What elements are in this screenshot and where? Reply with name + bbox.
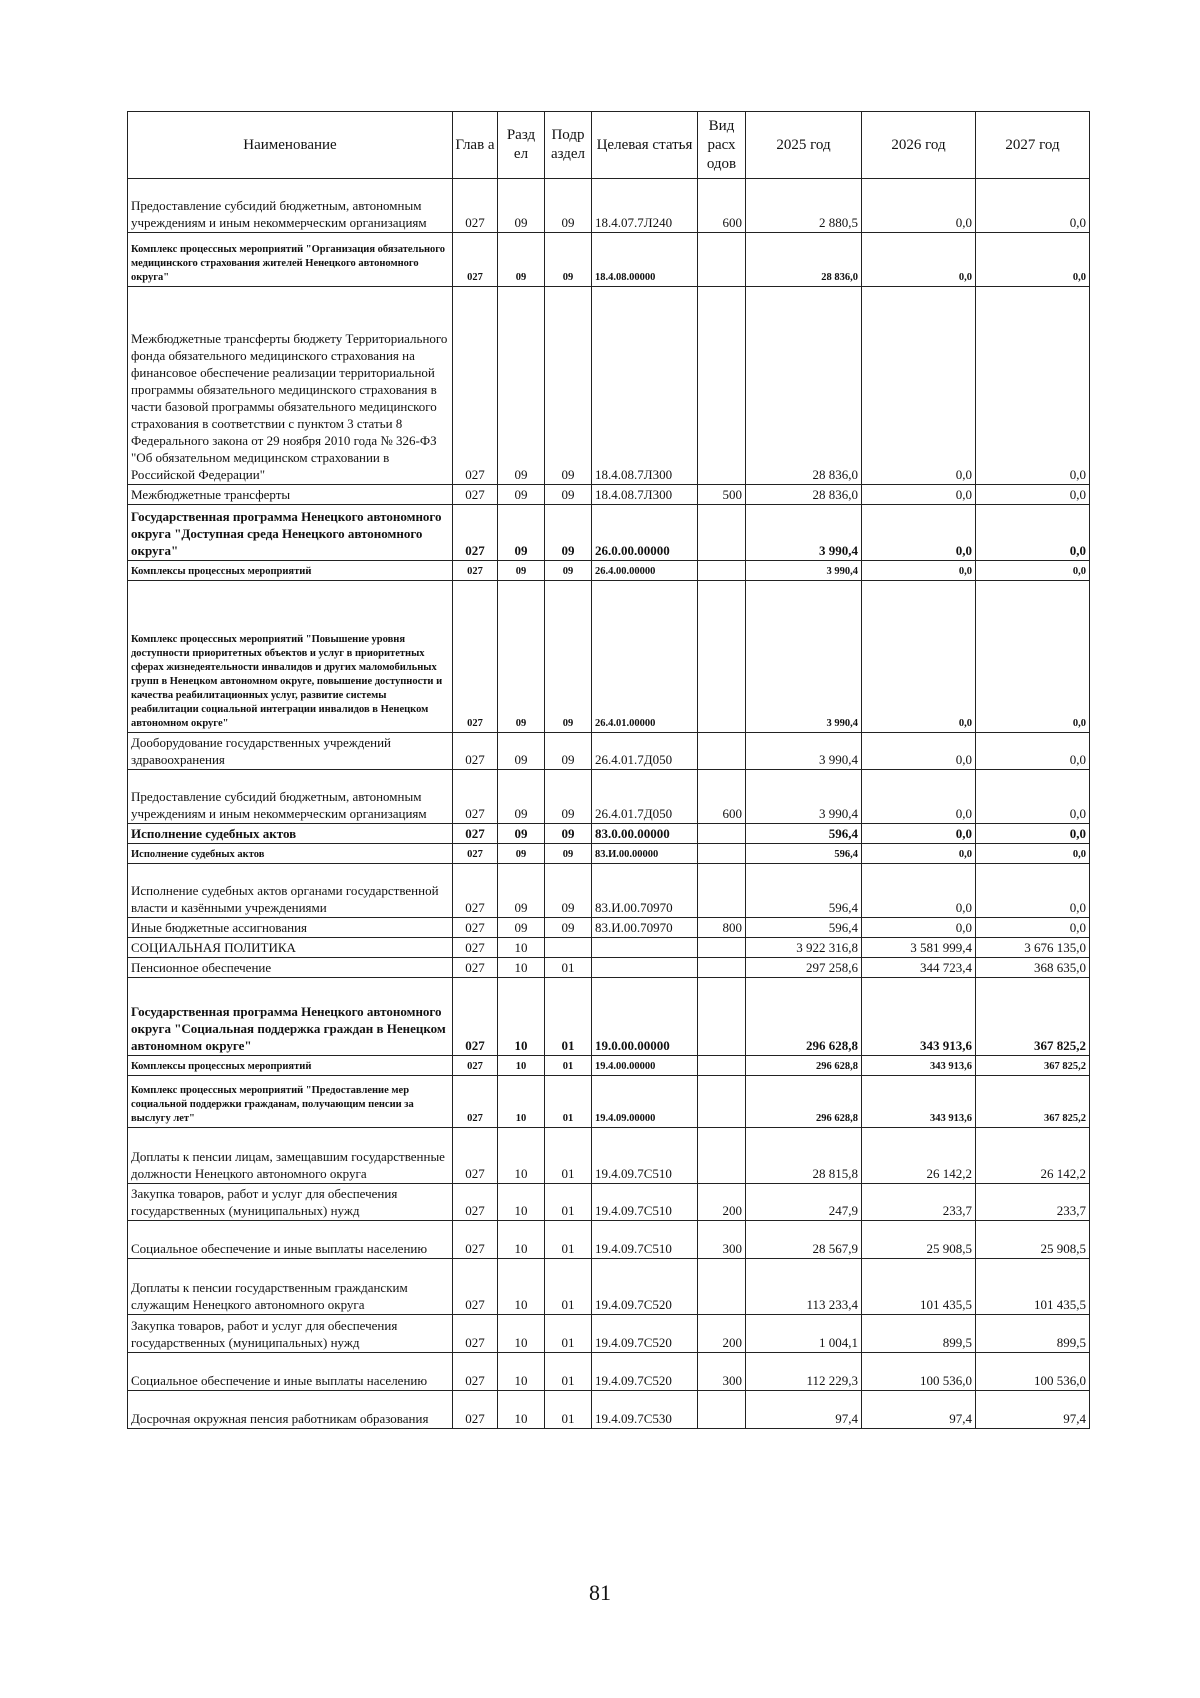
table-body xyxy=(128,179,1090,1429)
header-glava: Глав а xyxy=(453,112,498,179)
row-name: Досрочная окружная пенсия работникам образования xyxy=(128,1391,453,1429)
row-2027: 0,0 xyxy=(976,485,1090,505)
row-tselevaya: 19.4.09.7С520 xyxy=(592,1315,698,1353)
row-glava: 027 xyxy=(453,287,498,485)
row-vid xyxy=(698,958,746,978)
row-2025: 3 990,4 xyxy=(746,505,862,561)
row-2025: 3 922 316,8 xyxy=(746,938,862,958)
row-tselevaya: 83.0.00.00000 xyxy=(592,824,698,844)
row-razdel: 10 xyxy=(498,958,545,978)
row-vid xyxy=(698,864,746,918)
row-name: СОЦИАЛЬНАЯ ПОЛИТИКА xyxy=(128,938,453,958)
row-vid xyxy=(698,1391,746,1429)
row-glava: 027 xyxy=(453,561,498,581)
row-tselevaya: 19.4.09.7С510 xyxy=(592,1128,698,1184)
row-name: Закупка товаров, работ и услуг для обеспечения государственных (муниципальных) нужд xyxy=(128,1315,453,1353)
row-2025: 596,4 xyxy=(746,864,862,918)
row-2026: 0,0 xyxy=(862,581,976,733)
row-2027: 0,0 xyxy=(976,505,1090,561)
row-razdel: 09 xyxy=(498,287,545,485)
row-2025: 296 628,8 xyxy=(746,1056,862,1076)
row-2027: 0,0 xyxy=(976,844,1090,864)
row-2025: 296 628,8 xyxy=(746,978,862,1056)
row-tselevaya: 19.4.00.00000 xyxy=(592,1056,698,1076)
row-vid xyxy=(698,1076,746,1128)
row-vid: 500 xyxy=(698,485,746,505)
row-2027: 367 825,2 xyxy=(976,978,1090,1056)
row-name: Исполнение судебных актов органами государственной власти и казёнными учреждениями xyxy=(128,864,453,918)
row-podrazdel: 01 xyxy=(545,1315,592,1353)
row-tselevaya: 83.И.00.70970 xyxy=(592,918,698,938)
row-tselevaya: 19.4.09.00000 xyxy=(592,1076,698,1128)
row-2025: 247,9 xyxy=(746,1184,862,1221)
table-row xyxy=(128,485,1090,505)
row-podrazdel: 09 xyxy=(545,233,592,287)
row-glava: 027 xyxy=(453,1056,498,1076)
row-2025: 1 004,1 xyxy=(746,1315,862,1353)
budget-table xyxy=(127,111,1090,1429)
row-tselevaya: 18.4.07.7Л240 xyxy=(592,179,698,233)
row-name: Социальное обеспечение и иные выплаты населению xyxy=(128,1353,453,1391)
row-name: Исполнение судебных актов xyxy=(128,824,453,844)
row-name: Предоставление субсидий бюджетным, автономным учреждениям и иным некоммерческим организациям xyxy=(128,770,453,824)
row-glava: 027 xyxy=(453,581,498,733)
row-tselevaya: 26.4.00.00000 xyxy=(592,561,698,581)
row-2026: 0,0 xyxy=(862,844,976,864)
table-row xyxy=(128,733,1090,770)
row-2027: 0,0 xyxy=(976,561,1090,581)
table-row xyxy=(128,581,1090,733)
row-2026: 0,0 xyxy=(862,733,976,770)
row-razdel: 10 xyxy=(498,1221,545,1259)
row-razdel: 09 xyxy=(498,233,545,287)
table-row xyxy=(128,179,1090,233)
table-row xyxy=(128,233,1090,287)
header-tselevaya: Целевая статья xyxy=(592,112,698,179)
row-razdel: 10 xyxy=(498,938,545,958)
row-2027: 100 536,0 xyxy=(976,1353,1090,1391)
row-podrazdel: 01 xyxy=(545,1259,592,1315)
row-name: Государственная программа Ненецкого автономного округа "Доступная среда Ненецкого автономного округа" xyxy=(128,505,453,561)
row-razdel: 10 xyxy=(498,1353,545,1391)
row-tselevaya: 19.4.09.7С520 xyxy=(592,1353,698,1391)
row-tselevaya: 26.4.01.00000 xyxy=(592,581,698,733)
row-razdel: 10 xyxy=(498,978,545,1056)
row-tselevaya: 26.0.00.00000 xyxy=(592,505,698,561)
row-glava: 027 xyxy=(453,1259,498,1315)
row-vid: 600 xyxy=(698,179,746,233)
row-vid xyxy=(698,844,746,864)
row-podrazdel: 01 xyxy=(545,1128,592,1184)
row-2025: 28 836,0 xyxy=(746,233,862,287)
row-2027: 0,0 xyxy=(976,918,1090,938)
row-podrazdel xyxy=(545,938,592,958)
row-2026: 343 913,6 xyxy=(862,1056,976,1076)
header-razdel: Разд ел xyxy=(498,112,545,179)
header-podrazdel: Подр аздел xyxy=(545,112,592,179)
row-glava: 027 xyxy=(453,1315,498,1353)
row-razdel: 09 xyxy=(498,733,545,770)
row-razdel: 09 xyxy=(498,561,545,581)
table-header-row xyxy=(128,112,1090,179)
table-row xyxy=(128,958,1090,978)
row-2027: 0,0 xyxy=(976,581,1090,733)
row-razdel: 09 xyxy=(498,505,545,561)
row-2025: 297 258,6 xyxy=(746,958,862,978)
row-vid xyxy=(698,978,746,1056)
row-2025: 3 990,4 xyxy=(746,770,862,824)
row-2025: 113 233,4 xyxy=(746,1259,862,1315)
row-2026: 0,0 xyxy=(862,561,976,581)
row-vid xyxy=(698,733,746,770)
row-vid xyxy=(698,581,746,733)
row-podrazdel: 01 xyxy=(545,978,592,1056)
row-2025: 28 815,8 xyxy=(746,1128,862,1184)
row-2027: 367 825,2 xyxy=(976,1056,1090,1076)
row-2027: 0,0 xyxy=(976,179,1090,233)
table-row xyxy=(128,1221,1090,1259)
table-row xyxy=(128,770,1090,824)
row-2026: 344 723,4 xyxy=(862,958,976,978)
row-2027: 899,5 xyxy=(976,1315,1090,1353)
row-razdel: 09 xyxy=(498,485,545,505)
row-2025: 28 836,0 xyxy=(746,485,862,505)
row-podrazdel: 01 xyxy=(545,1056,592,1076)
row-tselevaya: 19.4.09.7С510 xyxy=(592,1221,698,1259)
row-razdel: 09 xyxy=(498,864,545,918)
row-glava: 027 xyxy=(453,938,498,958)
row-podrazdel: 09 xyxy=(545,918,592,938)
row-razdel: 09 xyxy=(498,179,545,233)
row-2026: 233,7 xyxy=(862,1184,976,1221)
row-2026: 3 581 999,4 xyxy=(862,938,976,958)
row-podrazdel: 09 xyxy=(545,287,592,485)
row-tselevaya: 26.4.01.7Д050 xyxy=(592,770,698,824)
row-tselevaya: 26.4.01.7Д050 xyxy=(592,733,698,770)
row-2026: 0,0 xyxy=(862,287,976,485)
row-name: Закупка товаров, работ и услуг для обеспечения государственных (муниципальных) нужд xyxy=(128,1184,453,1221)
row-tselevaya: 18.4.08.7Л300 xyxy=(592,485,698,505)
row-2027: 0,0 xyxy=(976,233,1090,287)
row-razdel: 10 xyxy=(498,1184,545,1221)
row-2026: 101 435,5 xyxy=(862,1259,976,1315)
row-podrazdel: 01 xyxy=(545,1076,592,1128)
row-name: Социальное обеспечение и иные выплаты населению xyxy=(128,1221,453,1259)
row-2027: 26 142,2 xyxy=(976,1128,1090,1184)
row-2027: 0,0 xyxy=(976,733,1090,770)
row-tselevaya xyxy=(592,938,698,958)
row-2027: 101 435,5 xyxy=(976,1259,1090,1315)
row-podrazdel: 09 xyxy=(545,179,592,233)
row-razdel: 09 xyxy=(498,581,545,733)
row-razdel: 10 xyxy=(498,1315,545,1353)
row-glava: 027 xyxy=(453,733,498,770)
row-2027: 97,4 xyxy=(976,1391,1090,1429)
row-name: Дооборудование государственных учреждений здравоохранения xyxy=(128,733,453,770)
row-glava: 027 xyxy=(453,978,498,1056)
row-podrazdel: 09 xyxy=(545,770,592,824)
row-2025: 596,4 xyxy=(746,824,862,844)
row-2027: 233,7 xyxy=(976,1184,1090,1221)
row-podrazdel: 01 xyxy=(545,1221,592,1259)
row-vid: 300 xyxy=(698,1353,746,1391)
row-vid xyxy=(698,561,746,581)
row-vid: 200 xyxy=(698,1315,746,1353)
row-podrazdel: 01 xyxy=(545,1391,592,1429)
header-vid: Вид расх одов xyxy=(698,112,746,179)
row-2026: 0,0 xyxy=(862,233,976,287)
row-2025: 28 567,9 xyxy=(746,1221,862,1259)
row-podrazdel: 01 xyxy=(545,1353,592,1391)
row-tselevaya: 18.4.08.7Л300 xyxy=(592,287,698,485)
row-2027: 0,0 xyxy=(976,864,1090,918)
row-glava: 027 xyxy=(453,233,498,287)
row-name: Комплексы процессных мероприятий xyxy=(128,561,453,581)
row-glava: 027 xyxy=(453,1076,498,1128)
row-name: Государственная программа Ненецкого автономного округа "Социальная поддержка граждан в Ненецком автономном округе" xyxy=(128,978,453,1056)
row-2027: 368 635,0 xyxy=(976,958,1090,978)
table-row xyxy=(128,978,1090,1056)
table-row xyxy=(128,938,1090,958)
row-vid xyxy=(698,233,746,287)
row-2026: 0,0 xyxy=(862,770,976,824)
row-glava: 027 xyxy=(453,958,498,978)
table-row xyxy=(128,824,1090,844)
row-2026: 0,0 xyxy=(862,918,976,938)
row-name: Комплекс процессных мероприятий "Организация обязательного медицинского страхования жителей Ненецкого автономного округа" xyxy=(128,233,453,287)
row-2026: 25 908,5 xyxy=(862,1221,976,1259)
table-row xyxy=(128,1184,1090,1221)
row-name: Доплаты к пенсии лицам, замещавшим государственные должности Ненецкого автономного округа xyxy=(128,1128,453,1184)
row-2026: 97,4 xyxy=(862,1391,976,1429)
row-2026: 343 913,6 xyxy=(862,1076,976,1128)
row-podrazdel: 09 xyxy=(545,581,592,733)
row-2025: 596,4 xyxy=(746,918,862,938)
row-2026: 100 536,0 xyxy=(862,1353,976,1391)
row-2026: 0,0 xyxy=(862,864,976,918)
row-2026: 0,0 xyxy=(862,485,976,505)
table-row xyxy=(128,561,1090,581)
row-2025: 596,4 xyxy=(746,844,862,864)
row-tselevaya: 18.4.08.00000 xyxy=(592,233,698,287)
row-glava: 027 xyxy=(453,824,498,844)
row-tselevaya: 19.4.09.7С530 xyxy=(592,1391,698,1429)
row-tselevaya: 83.И.00.00000 xyxy=(592,844,698,864)
row-razdel: 10 xyxy=(498,1128,545,1184)
row-podrazdel: 09 xyxy=(545,864,592,918)
row-tselevaya: 19.0.00.00000 xyxy=(592,978,698,1056)
row-vid xyxy=(698,1259,746,1315)
row-glava: 027 xyxy=(453,918,498,938)
row-tselevaya: 83.И.00.70970 xyxy=(592,864,698,918)
row-vid xyxy=(698,824,746,844)
table-row xyxy=(128,1056,1090,1076)
row-2026: 899,5 xyxy=(862,1315,976,1353)
row-vid xyxy=(698,287,746,485)
row-name: Комплекс процессных мероприятий "Повышение уровня доступности приоритетных объектов и услуг в приоритетных сферах жизнедеятельности инвалидов и других маломобильных групп в Ненецком автономном округе, повышение доступности и качества реабилитационных услуг, развитие системы реабилитации социальной интеграции инвалидов в Ненецком автономном округе" xyxy=(128,581,453,733)
row-podrazdel: 09 xyxy=(545,505,592,561)
row-2025: 112 229,3 xyxy=(746,1353,862,1391)
row-2025: 97,4 xyxy=(746,1391,862,1429)
row-glava: 027 xyxy=(453,179,498,233)
row-2027: 367 825,2 xyxy=(976,1076,1090,1128)
row-2027: 0,0 xyxy=(976,287,1090,485)
row-glava: 027 xyxy=(453,1221,498,1259)
table-row xyxy=(128,918,1090,938)
row-glava: 027 xyxy=(453,844,498,864)
row-podrazdel: 09 xyxy=(545,485,592,505)
row-razdel: 10 xyxy=(498,1076,545,1128)
row-2025: 3 990,4 xyxy=(746,581,862,733)
row-glava: 027 xyxy=(453,770,498,824)
row-name: Доплаты к пенсии государственным гражданским служащим Ненецкого автономного округа xyxy=(128,1259,453,1315)
header-2025: 2025 год xyxy=(746,112,862,179)
row-podrazdel: 01 xyxy=(545,958,592,978)
row-glava: 027 xyxy=(453,864,498,918)
row-glava: 027 xyxy=(453,1391,498,1429)
row-2026: 0,0 xyxy=(862,824,976,844)
row-vid xyxy=(698,1056,746,1076)
table-row xyxy=(128,1315,1090,1353)
row-glava: 027 xyxy=(453,1184,498,1221)
row-podrazdel: 01 xyxy=(545,1184,592,1221)
row-razdel: 09 xyxy=(498,770,545,824)
row-vid: 800 xyxy=(698,918,746,938)
row-name: Исполнение судебных актов xyxy=(128,844,453,864)
row-glava: 027 xyxy=(453,505,498,561)
row-name: Межбюджетные трансферты xyxy=(128,485,453,505)
row-2026: 0,0 xyxy=(862,179,976,233)
row-vid: 600 xyxy=(698,770,746,824)
row-name: Межбюджетные трансферты бюджету Территориального фонда обязательного медицинского страхования на финансовое обеспечение реализации территориальной программы обязательного медицинского страхования в части базовой программы обязательного медицинского страхования в соответствии с пунктом 3 статьи 8 Федерального закона от 29 ноября 2010 года № 326-ФЗ "Об обязательном медицинском страховании в Российской Федерации" xyxy=(128,287,453,485)
table-row xyxy=(128,1259,1090,1315)
table-row xyxy=(128,1076,1090,1128)
table-row xyxy=(128,1128,1090,1184)
row-2027: 25 908,5 xyxy=(976,1221,1090,1259)
row-glava: 027 xyxy=(453,485,498,505)
row-tselevaya: 19.4.09.7С520 xyxy=(592,1259,698,1315)
row-razdel: 10 xyxy=(498,1259,545,1315)
row-razdel: 10 xyxy=(498,1056,545,1076)
row-glava: 027 xyxy=(453,1353,498,1391)
row-2026: 0,0 xyxy=(862,505,976,561)
header-2026: 2026 год xyxy=(862,112,976,179)
row-name: Иные бюджетные ассигнования xyxy=(128,918,453,938)
table-row xyxy=(128,1391,1090,1429)
row-podrazdel: 09 xyxy=(545,733,592,770)
row-2027: 0,0 xyxy=(976,770,1090,824)
row-2025: 3 990,4 xyxy=(746,561,862,581)
row-name: Предоставление субсидий бюджетным, автономным учреждениям и иным некоммерческим организациям xyxy=(128,179,453,233)
row-glava: 027 xyxy=(453,1128,498,1184)
row-podrazdel: 09 xyxy=(545,844,592,864)
row-name: Пенсионное обеспечение xyxy=(128,958,453,978)
row-vid: 300 xyxy=(698,1221,746,1259)
row-razdel: 09 xyxy=(498,844,545,864)
row-tselevaya xyxy=(592,958,698,978)
row-podrazdel: 09 xyxy=(545,561,592,581)
row-name: Комплексы процессных мероприятий xyxy=(128,1056,453,1076)
row-2027: 0,0 xyxy=(976,824,1090,844)
table-row xyxy=(128,505,1090,561)
row-razdel: 10 xyxy=(498,1391,545,1429)
row-2026: 343 913,6 xyxy=(862,978,976,1056)
header-name: Наименование xyxy=(128,112,453,179)
row-vid xyxy=(698,938,746,958)
row-vid xyxy=(698,1128,746,1184)
table-row xyxy=(128,1353,1090,1391)
row-vid xyxy=(698,505,746,561)
row-razdel: 09 xyxy=(498,918,545,938)
row-2025: 2 880,5 xyxy=(746,179,862,233)
table-row xyxy=(128,287,1090,485)
row-vid: 200 xyxy=(698,1184,746,1221)
row-name: Комплекс процессных мероприятий "Предоставление мер социальной поддержки гражданам, получающим пенсии за выслугу лет" xyxy=(128,1076,453,1128)
header-2027: 2027 год xyxy=(976,112,1090,179)
row-razdel: 09 xyxy=(498,824,545,844)
row-2025: 3 990,4 xyxy=(746,733,862,770)
table-row xyxy=(128,844,1090,864)
row-2025: 296 628,8 xyxy=(746,1076,862,1128)
row-2025: 28 836,0 xyxy=(746,287,862,485)
table-row xyxy=(128,864,1090,918)
row-podrazdel: 09 xyxy=(545,824,592,844)
row-tselevaya: 19.4.09.7С510 xyxy=(592,1184,698,1221)
page-number: 81 xyxy=(589,1580,611,1605)
row-2026: 26 142,2 xyxy=(862,1128,976,1184)
row-2027: 3 676 135,0 xyxy=(976,938,1090,958)
